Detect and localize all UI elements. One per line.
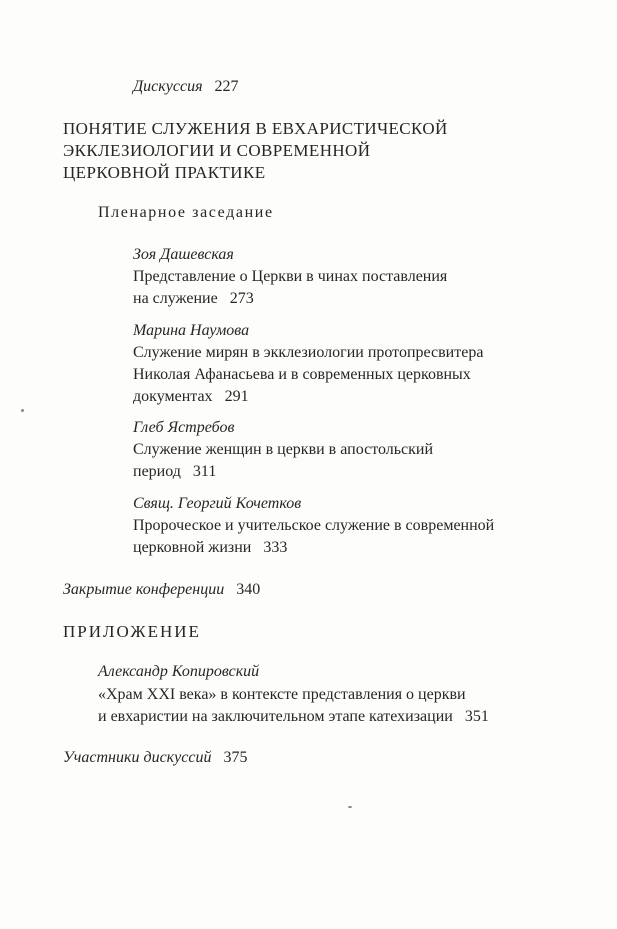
appendix-heading: ПРИЛОЖЕНИЕ	[63, 622, 201, 641]
entry-author: Марина Наумова	[133, 322, 250, 339]
toc-entry-discussion[interactable]	[133, 77, 239, 97]
entry-author: Свящ. Георгий Кочетков	[133, 495, 302, 512]
entry-author: Глеб Ястребов	[133, 419, 235, 436]
entry-title-line: «Храм XXI века» в контексте представления о церкви	[98, 686, 466, 703]
section-title-line: ЦЕРКОВНОЙ ПРАКТИКЕ	[63, 163, 266, 182]
entry-title-line: и евхаристии на заключительном этапе катехизации	[98, 708, 453, 725]
entry-title-line: документах	[133, 388, 213, 405]
entry-title-line: Пророческое и учительское служение в современной	[133, 517, 495, 534]
entry-label: Дискуссия	[133, 78, 203, 95]
entry-title-line: Николая Афанасьева и в современных церковных	[133, 366, 471, 383]
page-number: 351	[464, 708, 489, 725]
page-number: 273	[229, 290, 254, 307]
entry-title-line: на служение	[133, 290, 218, 307]
toc-entry-participants[interactable]	[63, 748, 247, 768]
subsection-heading: Пленарное заседание	[98, 204, 274, 221]
entry-label: Участники дискуссий	[63, 749, 212, 766]
entry-title-line: период	[133, 463, 181, 480]
scan-speck	[21, 409, 24, 412]
page-number: 291	[224, 388, 249, 405]
section-title-line: ПОНЯТИЕ СЛУЖЕНИЯ В ЕВХАРИСТИЧЕСКОЙ	[63, 119, 448, 138]
entry-author: Зоя Дашевская	[133, 246, 234, 263]
page-number: 333	[263, 539, 288, 556]
page-number: 227	[214, 78, 239, 95]
page-number: 340	[236, 581, 261, 598]
page-number: 311	[192, 463, 217, 480]
entry-author: Александр Копировский	[98, 663, 260, 680]
section-title-line: ЭККЛЕЗИОЛОГИИ И СОВРЕМЕННОЙ	[63, 141, 371, 160]
entry-label: Закрытие конференции	[63, 581, 225, 598]
entry-title-line: Служение мирян в экклезиологии протопресвитера	[133, 344, 484, 361]
entry-title-line: Служение женщин в церкви в апостольский	[133, 441, 434, 458]
entry-title-line: церковной жизни	[133, 539, 252, 556]
scan-speck	[348, 806, 352, 808]
page-number: 375	[223, 749, 248, 766]
toc-entry-closing[interactable]	[63, 580, 260, 600]
entry-title-line: Представление о Церкви в чинах поставления	[133, 268, 448, 285]
